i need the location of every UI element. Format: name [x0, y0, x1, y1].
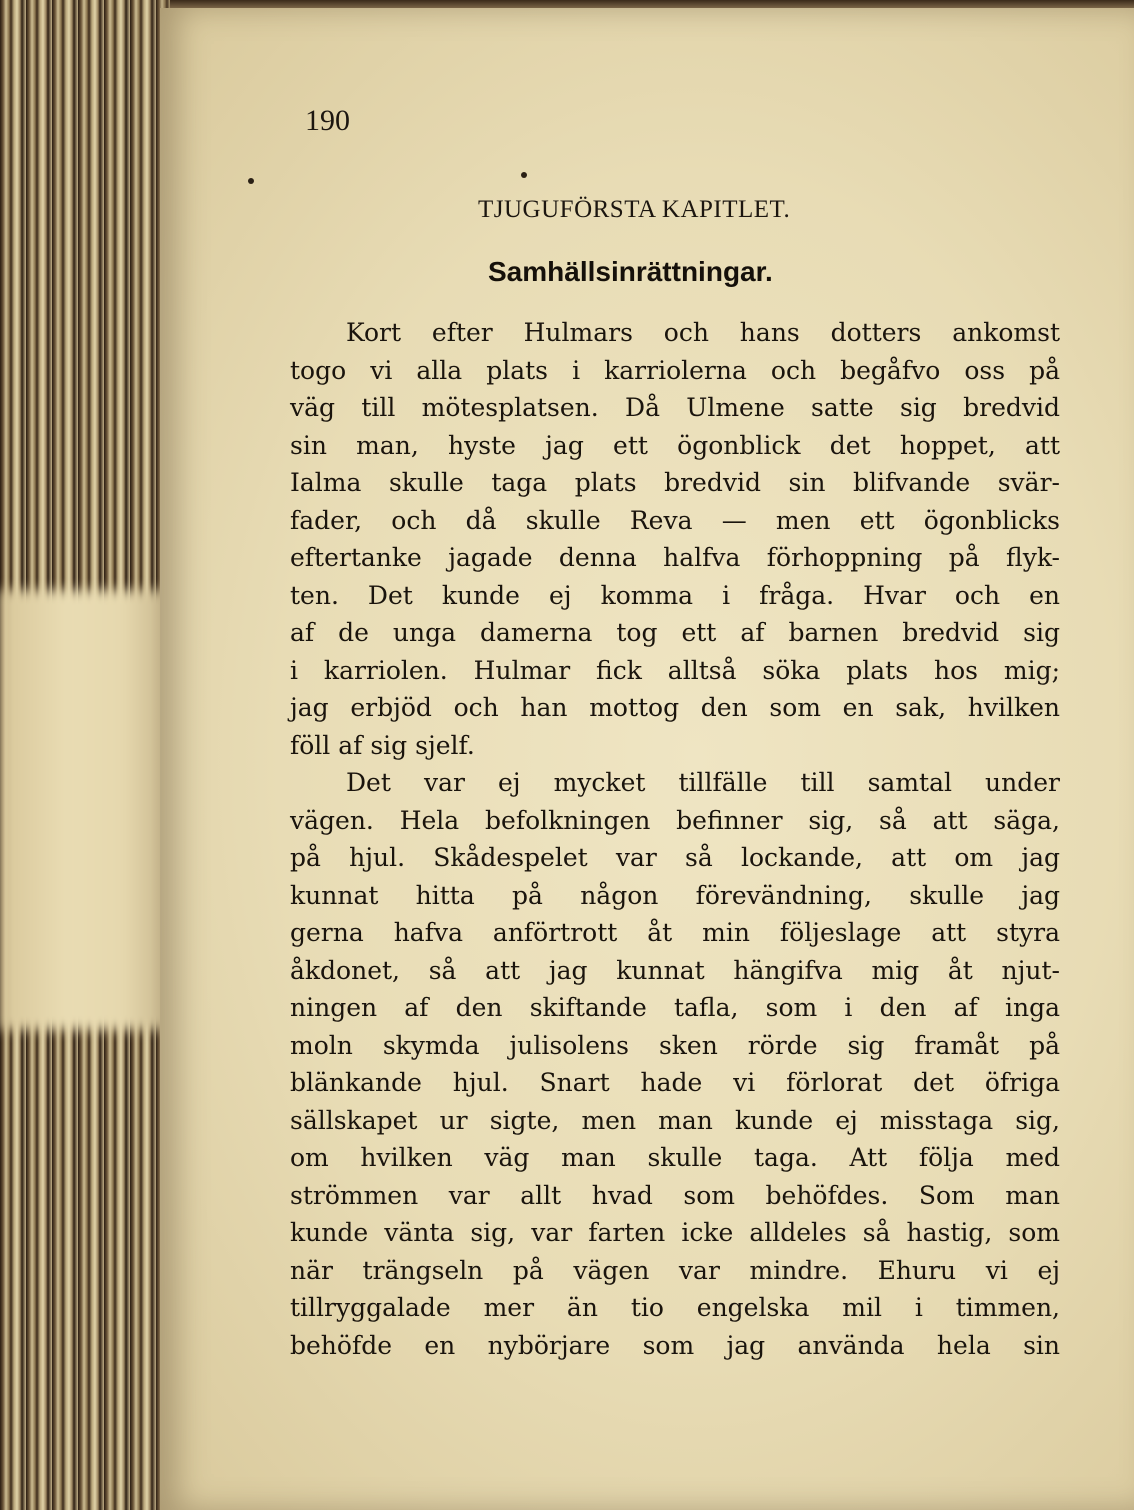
text-line: tillryggalade mer än tio engelska mil i timmen, [290, 1293, 1060, 1322]
text-line: Kort efter Hulmars och hans dotters ankomst [346, 318, 1060, 347]
text-line: i karriolen. Hulmar fick alltså söka plats hos mig; [290, 655, 1060, 685]
text-line: gerna hafva anförtrott åt min följeslage att styra [290, 918, 1060, 947]
text-line: strömmen var allt hvad som behöfdes. Som man [290, 1180, 1060, 1210]
speck [521, 172, 527, 178]
text-line: väg till mötesplatsen. Då Ulmene satte sig bredvid [290, 393, 1060, 422]
text-line: föll af sig sjelf. [290, 730, 475, 760]
text-line: sällskapet ur sigte, men man kunde ej misstaga sig, [290, 1105, 1060, 1135]
text-line: af de unga damerna tog ett af barnen bredvid sig [290, 618, 1060, 647]
body-text [290, 314, 1060, 1364]
chapter-heading: TJUGUFÖRSTA KAPITLET. [478, 196, 791, 223]
text-line: eftertanke jagade denna halfva förhoppning på flyk- [290, 543, 1060, 572]
text-line: vägen. Hela befolkningen befinner sig, så att säga, [290, 805, 1060, 835]
text-line: ningen af den skiftande tafla, som i den af inga [290, 993, 1060, 1022]
text-line: kunnat hitta på någon förevändning, skulle jag [290, 880, 1060, 910]
text-line: om hvilken väg man skulle taga. Att följa med [290, 1143, 1060, 1172]
text-line: kunde vänta sig, var farten icke alldeles så hastig, som [290, 1218, 1060, 1247]
text-line: sin man, hyste jag ett ögonblick det hoppet, att [290, 430, 1060, 460]
text-line: ten. Det kunde ej komma i fråga. Hvar och en [290, 580, 1060, 610]
text-line: åkdonet, så att jag kunnat hängifva mig åt njut- [290, 955, 1060, 985]
text-line: Det var ej mycket tillfälle till samtal under [346, 768, 1060, 797]
text-line: moln skymda julisolens sken rörde sig framåt på [290, 1030, 1060, 1060]
text-line: togo vi alla plats i karriolerna och begåfvo oss på [290, 355, 1060, 385]
page-number: 190 [305, 104, 350, 137]
text-line: fader, och då skulle Reva — men ett ögonblicks [290, 505, 1060, 535]
text-line: på hjul. Skådespelet var så lockande, att om jag [290, 843, 1060, 872]
text-line: blänkande hjul. Snart hade vi förlorat det öfriga [290, 1068, 1060, 1097]
speck [248, 178, 254, 184]
chapter-title: Samhällsinrättningar. [488, 256, 773, 287]
text-line: behöfde en nybörjare som jag använda hela sin [290, 1330, 1060, 1360]
text-line: Ialma skulle taga plats bredvid sin blifvande svär- [290, 468, 1060, 497]
text-line: jag erbjöd och han mottog den som en sak, hvilken [290, 693, 1060, 722]
text-line: när trängseln på vägen var mindre. Ehuru vi ej [290, 1255, 1060, 1285]
